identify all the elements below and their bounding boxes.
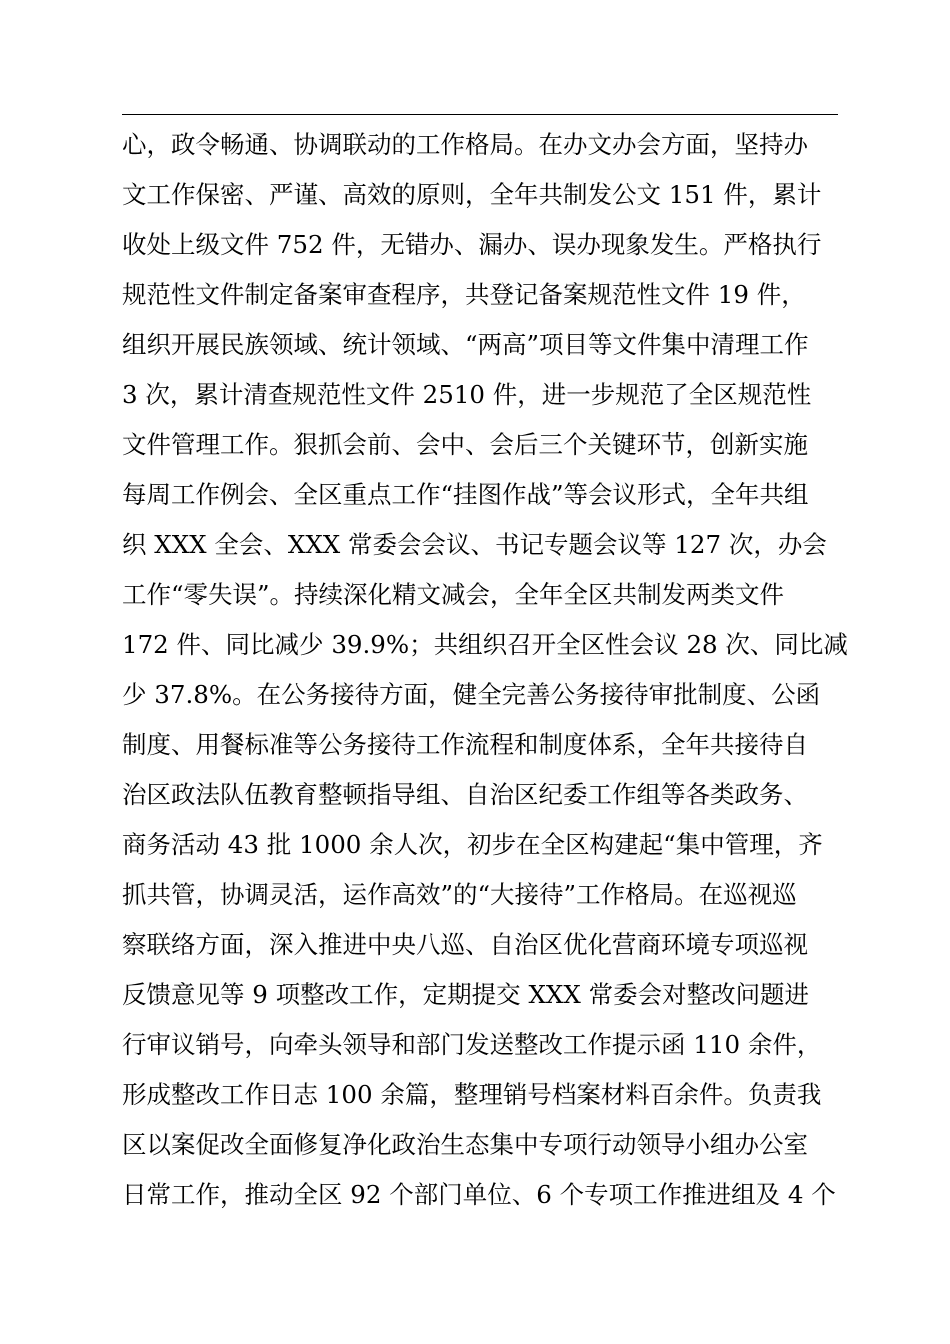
text-line: 行审议销号，向牵头领导和部门发送整改工作提示函 110 余件， [122, 1030, 822, 1059]
text-line: 制度、用餐标准等公务接待工作流程和制度体系，全年共接待自 [122, 730, 808, 759]
text-line: 少 37.8%。在公务接待方面，健全完善公务接待审批制度、公函 [122, 680, 821, 709]
text-line: 组织开展民族领域、统计领域、“两高”项目等文件集中清理工作 [122, 330, 809, 359]
text-line: 察联络方面，深入推进中央八巡、自治区优化营商环境专项巡视 [122, 930, 808, 959]
body-paragraph [122, 124, 848, 1224]
text-line: 规范性文件制定备案审查程序，共登记备案规范性文件 19 件， [122, 280, 806, 309]
text-line: 文件管理工作。狠抓会前、会中、会后三个关键环节，创新实施 [122, 430, 808, 459]
text-line: 收处上级文件 752 件，无错办、漏办、误办现象发生。严格执行 [122, 230, 822, 259]
text-line: 工作“零失误”。持续深化精文减会，全年全区共制发两类文件 [122, 580, 785, 609]
text-line: 文工作保密、严谨、高效的原则，全年共制发公文 151 件，累计 [122, 180, 822, 209]
text-line: 抓共管，协调灵活，运作高效”的“大接待”工作格局。在巡视巡 [122, 880, 797, 909]
text-line: 日常工作，推动全区 92 个部门单位、6 个专项工作推进组及 4 个 [122, 1180, 836, 1209]
text-line: 172 件、同比减少 39.9%；共组织召开全区性会议 28 次、同比减 [122, 630, 848, 659]
text-line: 区以案促改全面修复净化政治生态集中专项行动领导小组办公室 [122, 1130, 808, 1159]
header-rule [122, 114, 838, 115]
text-line: 心，政令畅通、协调联动的工作格局。在办文办会方面，坚持办 [122, 130, 808, 159]
text-line: 商务活动 43 批 1000 余人次，初步在全区构建起“集中管理，齐 [122, 830, 823, 859]
text-line: 每周工作例会、全区重点工作“挂图作战”等会议形式，全年共组 [122, 480, 809, 509]
text-line: 形成整改工作日志 100 余篇，整理销号档案材料百余件。负责我 [122, 1080, 822, 1109]
text-line: 织 XXX 全会、XXX 常委会会议、书记专题会议等 127 次，办会 [122, 530, 827, 559]
text-line: 治区政法队伍教育整顿指导组、自治区纪委工作组等各类政务、 [122, 780, 808, 809]
text-line: 3 次，累计清查规范性文件 2510 件，进一步规范了全区规范性 [122, 380, 812, 409]
text-line: 反馈意见等 9 项整改工作，定期提交 XXX 常委会对整改问题进 [122, 980, 810, 1009]
